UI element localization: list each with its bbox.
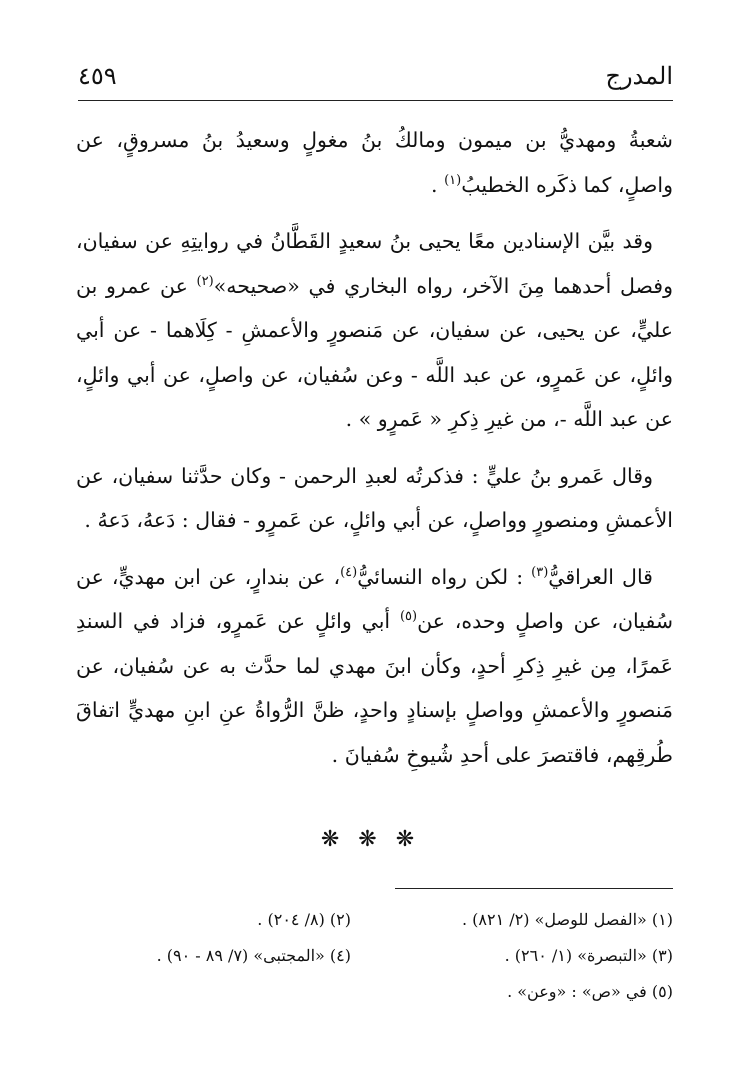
footnote-2: (٢) (٨/ ٢٠٤) .	[257, 910, 351, 929]
main-text	[76, 118, 673, 777]
footnote-1: (١) «الفصل للوصل» (٢/ ٨٢١) .	[462, 910, 673, 929]
paragraph-1-end: .	[431, 172, 445, 197]
footnote-ref-4[interactable]: (٤)	[340, 564, 358, 580]
footnote-4: (٤) «المجتبى» (٧/ ٨٩ - ٩٠) .	[156, 946, 351, 965]
page-number: ٤٥٩	[78, 62, 117, 90]
paragraph-2	[76, 219, 673, 442]
footnote-5: (٥) في «ص» : «وعن» .	[507, 982, 673, 1001]
paragraph-4-text-b: : لكن رواه النسائيُّ	[357, 564, 532, 589]
footnote-rule	[395, 888, 673, 889]
footnote-ref-5[interactable]: (٥)	[399, 609, 418, 625]
footnote-ref-1[interactable]: (١)	[444, 172, 462, 188]
paragraph-4-text-c: ، عن بندارٍ، عن ابن مهديٍّ، عن سُفيان، عن واصلٍ وحده، عن	[76, 564, 673, 633]
paragraph-3-text: وقال عَمرو بنُ عليٍّ : فذكرتُه لعبدِ الرحمن - وكان حدَّثنا سفيان، عن الأعمشِ ومنصورٍ وواصلٍ، عن أبي وائلٍ، عن عَمرٍو - فقال : دَعهُ، دَعهُ .	[76, 463, 673, 532]
paragraph-1	[76, 118, 673, 207]
footnote-3: (٣) «التبصرة» (١/ ٢٦٠) .	[504, 946, 673, 965]
paragraph-3	[76, 454, 673, 543]
header-rule	[78, 100, 673, 101]
running-title: المدرج	[605, 62, 673, 90]
section-separator: ❋ ❋ ❋	[320, 827, 421, 852]
footnote-ref-2[interactable]: (٢)	[196, 273, 214, 289]
page-header	[78, 60, 673, 96]
paragraph-2-end: عن عمرو بن عليٍّ، عن يحيى، عن سفيان، عن مَنصورٍ والأعمشِ - كِلَاهما - عن أبي وائلٍ، عن عَمرٍو، عن عبد اللَّه - وعن سُفيان، عن واصلٍ، عن أبي وائلٍ، عن عبد اللَّه -، من غيرِ ذِكرِ « عَمرٍو » .	[76, 273, 673, 431]
paragraph-4-text-d: أبي وائلٍ عن عَمرٍو، فزاد في السندِ عَمرًا، مِن غيرِ ذِكرِ أحدٍ، وكأن ابنَ مهدي لما حدَّث به عن سُفيان، عن مَنصورٍ والأعمشِ وواصلٍ بإسنادٍ واحدٍ، ظنَّ الرُّواةُ عنِ ابنِ مهديٍّ اتفاقَ طُرقِهم، فاقتصرَ على أحدِ شُيوخِ سُفيانَ .	[76, 609, 673, 767]
footnote-ref-3[interactable]: (٣)	[531, 564, 549, 580]
paragraph-4	[76, 555, 673, 778]
paragraph-4-text-a: قال العراقيُّ	[548, 564, 653, 589]
paragraph-2-text: وقد بيَّن الإسنادين معًا يحيى بنُ سعيدٍ القَطَّانُ في روايتِهِ عن سفيان، وفصل أحدهما مِنَ الآخر، رواه البخاري في «صحيحه»	[76, 229, 673, 298]
paragraph-1-text: شعبةُ ومهديُّ بن ميمون ومالكُ بنُ مغولٍ وسعيدُ بنُ مسروقٍ، عن واصلٍ، كما ذكَره الخطيبُ	[76, 128, 673, 197]
